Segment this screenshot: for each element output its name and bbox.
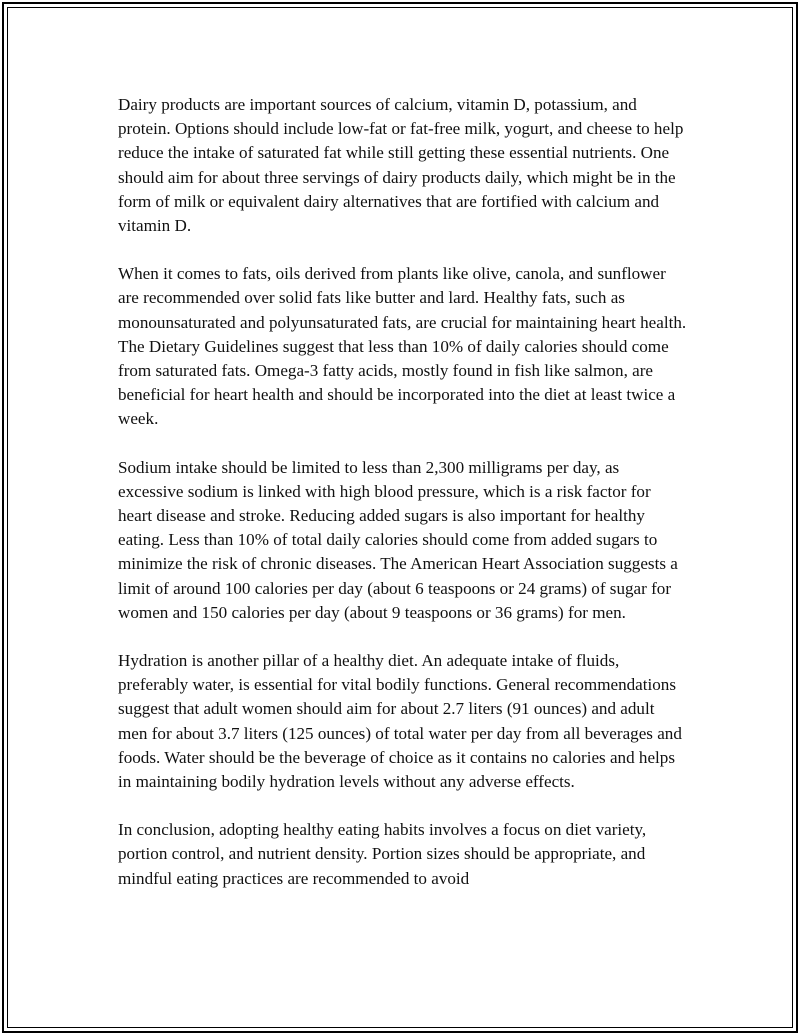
paragraph-sodium-sugar: Sodium intake should be limited to less than 2,300 milligrams per day, as excessive sodium is linked with high blood pressure, which is a risk factor for heart disease and stroke. Reducing added sugars is also important for healthy eating. Less than 10% of total daily calories should come from added sugars to minimize the risk of chronic diseases. The American Heart Association suggests a limit of around 100 calories per day (about 6 teaspoons or 24 grams) of sugar for women and 150 calories per day (about 9 teaspoons or 36 grams) for men.: [118, 457, 678, 622]
document-body: [118, 93, 688, 915]
paragraph-hydration: Hydration is another pillar of a healthy diet. An adequate intake of fluids, preferably water, is essential for vital bodily functions. General recommendations suggest that adult women should aim for about 2.7 liters (91 ounces) and adult men for about 3.7 liters (125 ounces) of total water per day from all beverages and foods. Water should be the beverage of choice as it contains no calories and helps in maintaining bodily hydration levels without any adverse effects.: [118, 651, 682, 792]
paragraph-fats: When it comes to fats, oils derived from plants like olive, canola, and sunflower are recommended over solid fats like butter and lard. Healthy fats, such as monounsaturated and polyunsaturated fats, are crucial for maintaining heart health. The Dietary Guidelines suggest that less than 10% of daily calories should come from saturated fats. Omega-3 fatty acids, mostly found in fish like salmon, are beneficial for heart health and should be incorporated into the diet at least twice a week.: [118, 264, 687, 429]
paragraph-conclusion: In conclusion, adopting healthy eating habits involves a focus on diet variety, portion control, and nutrient density. Portion sizes should be appropriate, and mindful eating practices are recommended to avoid: [118, 820, 647, 888]
paragraph-dairy: Dairy products are important sources of calcium, vitamin D, potassium, and protein. Options should include low-fat or fat-free milk, yogurt, and cheese to help reduce the intake of saturated fat while still getting these essential nutrients. One should aim for about three servings of dairy products daily, which might be in the form of milk or equivalent dairy alternatives that are fortified with calcium and vitamin D.: [118, 95, 684, 236]
